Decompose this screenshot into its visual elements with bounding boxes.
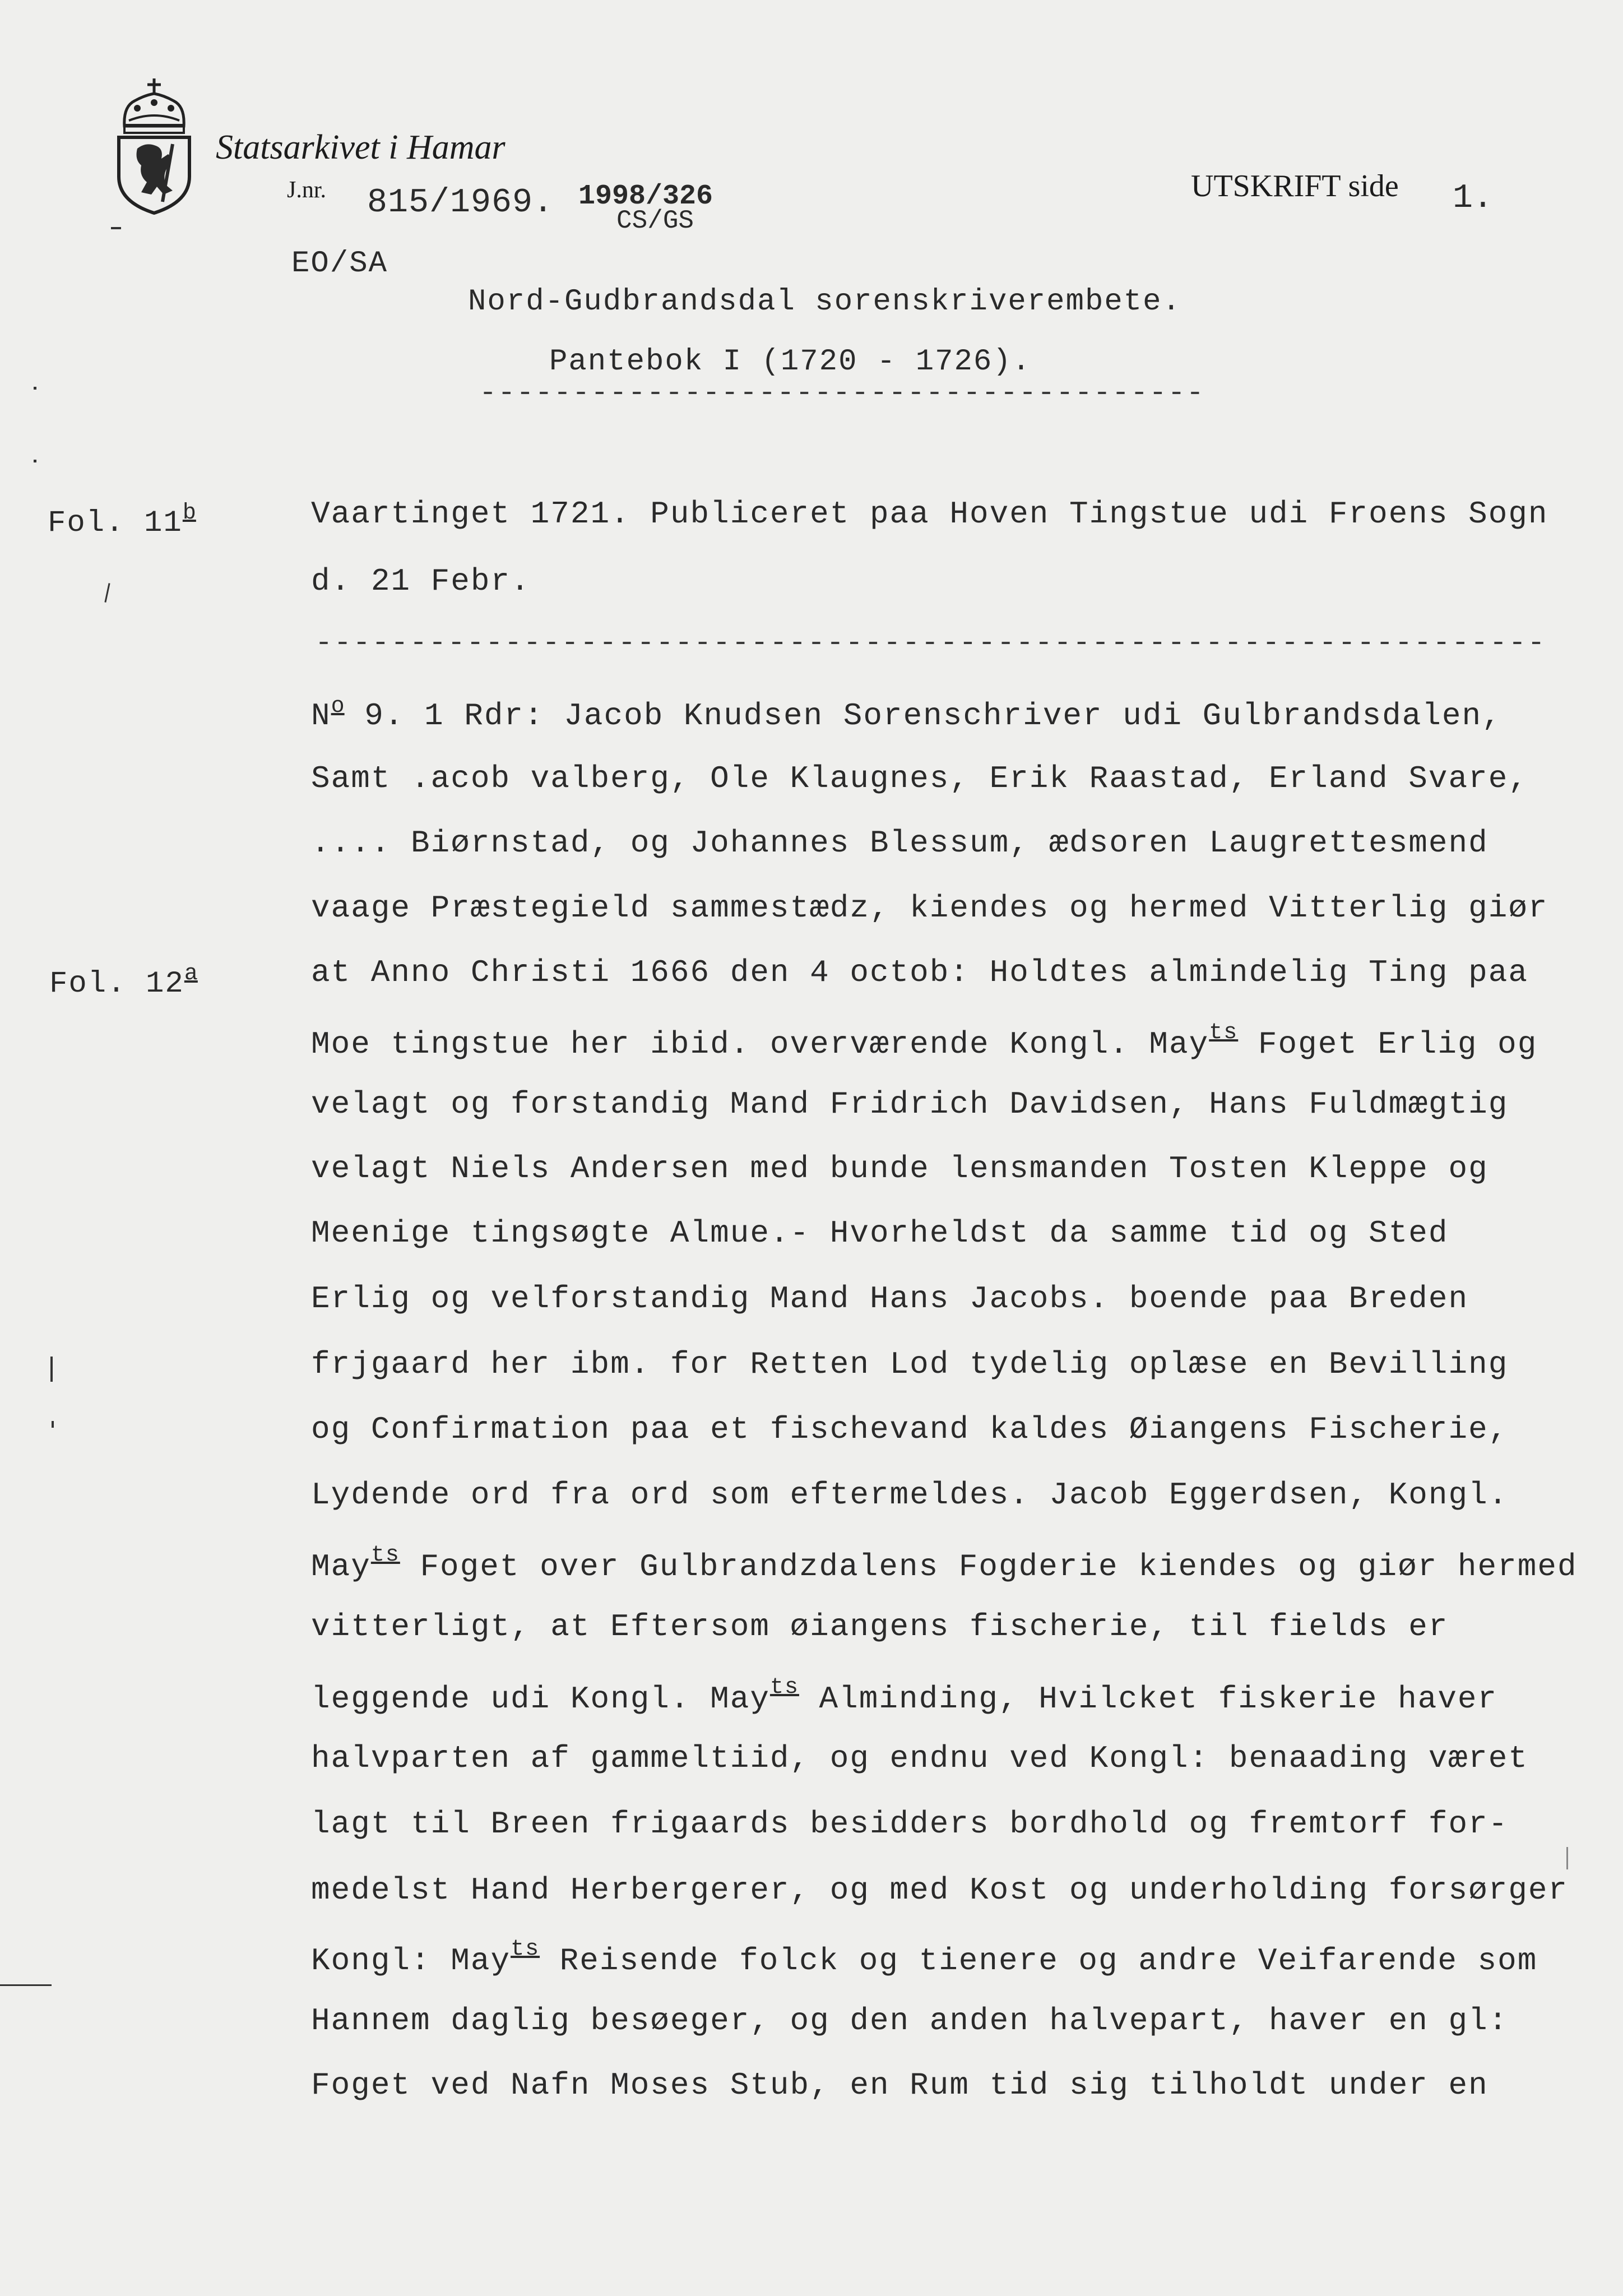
entry-number-line bbox=[311, 694, 1502, 734]
office-title: Nord-Gudbrandsdal sorenskriverembete. bbox=[468, 285, 1181, 319]
margin-mark bbox=[1566, 1847, 1568, 1869]
reference-initials: CS/GS bbox=[616, 206, 694, 235]
margin-mark bbox=[52, 1421, 54, 1428]
jnr-value: 815/1969. bbox=[367, 184, 554, 222]
body-line: lagt til Breen frigaards besidders bordhold og fremtorf for- bbox=[311, 1806, 1509, 1842]
body-line: og Confirmation paa et fischevand kaldes Øiangens Fischerie, bbox=[311, 1411, 1509, 1447]
body-line bbox=[311, 1937, 1537, 1979]
folio-number: Fol. 11 bbox=[48, 506, 183, 540]
folio-number: Fol. 12 bbox=[49, 967, 184, 1001]
body-line: vaage Præstegield sammestædz, kiendes og hermed Vitterlig giør bbox=[311, 890, 1548, 926]
archive-name: Statsarkivet i Hamar bbox=[216, 128, 506, 166]
body-text: leggende udi Kongl. May bbox=[311, 1681, 770, 1717]
body-line: vitterligt, at Eftersom øiangens fischerie, til fields er bbox=[311, 1609, 1449, 1645]
entry-divider: ----------------------------------------------------------------- bbox=[315, 627, 1547, 660]
folio-superscript: a bbox=[184, 961, 198, 987]
entry-number-superscript: o bbox=[331, 694, 345, 719]
body-line: at Anno Christi 1666 den 4 octob: Holdtes almindelig Ting paa bbox=[311, 955, 1528, 990]
body-line: medelst Hand Herbergerer, og med Kost og underholding forsørger bbox=[311, 1872, 1569, 1908]
folio-label bbox=[48, 501, 196, 540]
body-text: Moe tingstue her ibid. overværende Kongl. May bbox=[311, 1026, 1209, 1062]
body-line: velagt og forstandig Mand Fridrich Davidsen, Hans Fuldmægtig bbox=[311, 1086, 1509, 1122]
mayts-superscript: ts bbox=[769, 1675, 799, 1700]
utskrift-label: UTSKRIFT side bbox=[1191, 169, 1399, 203]
margin-mark bbox=[34, 387, 36, 390]
folio-superscript: b bbox=[182, 501, 196, 526]
mayts-superscript: ts bbox=[511, 1937, 540, 1962]
body-line: velagt Niels Andersen med bunde lensmanden Tosten Kleppe og bbox=[311, 1151, 1488, 1187]
body-line: halvparten af gammeltiid, og endnu ved Kongl: benaading været bbox=[311, 1740, 1528, 1776]
jnr-label: J.nr. bbox=[287, 177, 327, 203]
body-line: Foget ved Nafn Moses Stub, en Rum tid sig tilholdt under en bbox=[311, 2067, 1488, 2103]
margin-mark bbox=[50, 1357, 53, 1382]
body-text: Foget Erlig og bbox=[1238, 1026, 1538, 1062]
mayts-superscript: ts bbox=[1209, 1020, 1239, 1045]
body-text: Kongl: May bbox=[311, 1943, 511, 1979]
margin-mark bbox=[0, 1984, 52, 1986]
coat-of-arms-icon bbox=[112, 76, 196, 216]
entry-heading-line: d. 21 Febr. bbox=[311, 563, 531, 599]
body-line: Lydende ord fra ord som eftermeldes. Jacob Eggerdsen, Kongl. bbox=[311, 1477, 1509, 1513]
reference-number: 1998/326 bbox=[578, 180, 713, 212]
body-line bbox=[311, 1020, 1537, 1062]
margin-mark bbox=[111, 227, 121, 229]
title-divider: --------------------------------------- bbox=[479, 377, 1205, 410]
body-line bbox=[311, 1675, 1497, 1717]
entry-number-text: 9. 1 Rdr: Jacob Knudsen Sorenschriver udi Gulbrandsdalen, bbox=[344, 698, 1502, 734]
page-number: 1. bbox=[1453, 179, 1494, 217]
entry-heading-line: Vaartinget 1721. Publiceret paa Hoven Tingstue udi Froens Sogn bbox=[311, 496, 1548, 532]
body-line: Hannem daglig besøeger, og den anden halvepart, haver en gl: bbox=[311, 2003, 1509, 2039]
body-text: Reisende folck og tienere og andre Veifarende som bbox=[540, 1943, 1538, 1979]
body-line: Erlig og velforstandig Mand Hans Jacobs. boende paa Breden bbox=[311, 1281, 1469, 1317]
body-line: frjgaard her ibm. for Retten Lod tydelig oplæse en Bevilling bbox=[311, 1346, 1509, 1382]
body-text: May bbox=[311, 1549, 371, 1585]
body-line bbox=[311, 1543, 1578, 1585]
body-line: Samt .acob valberg, Ole Klaugnes, Erik Raastad, Erland Svare, bbox=[311, 761, 1528, 797]
body-line: .... Biørnstad, og Johannes Blessum, ædsoren Laugrettesmend bbox=[311, 825, 1488, 861]
mayts-superscript: ts bbox=[370, 1543, 400, 1568]
body-line: Meenige tingsøgte Almue.- Hvorheldst da samme tid og Sted bbox=[311, 1215, 1449, 1251]
entry-number-prefix: N bbox=[311, 698, 331, 734]
folio-label bbox=[49, 961, 198, 1001]
margin-mark bbox=[34, 460, 36, 462]
body-text: Foget over Gulbrandzdalens Fogderie kiendes og giør hermed bbox=[400, 1549, 1578, 1585]
department-code: EO/SA bbox=[291, 247, 388, 281]
margin-mark bbox=[104, 583, 110, 603]
book-title: Pantebok I (1720 - 1726). bbox=[549, 345, 1032, 379]
body-text: Alminding, Hvilcket fiskerie haver bbox=[799, 1681, 1498, 1717]
